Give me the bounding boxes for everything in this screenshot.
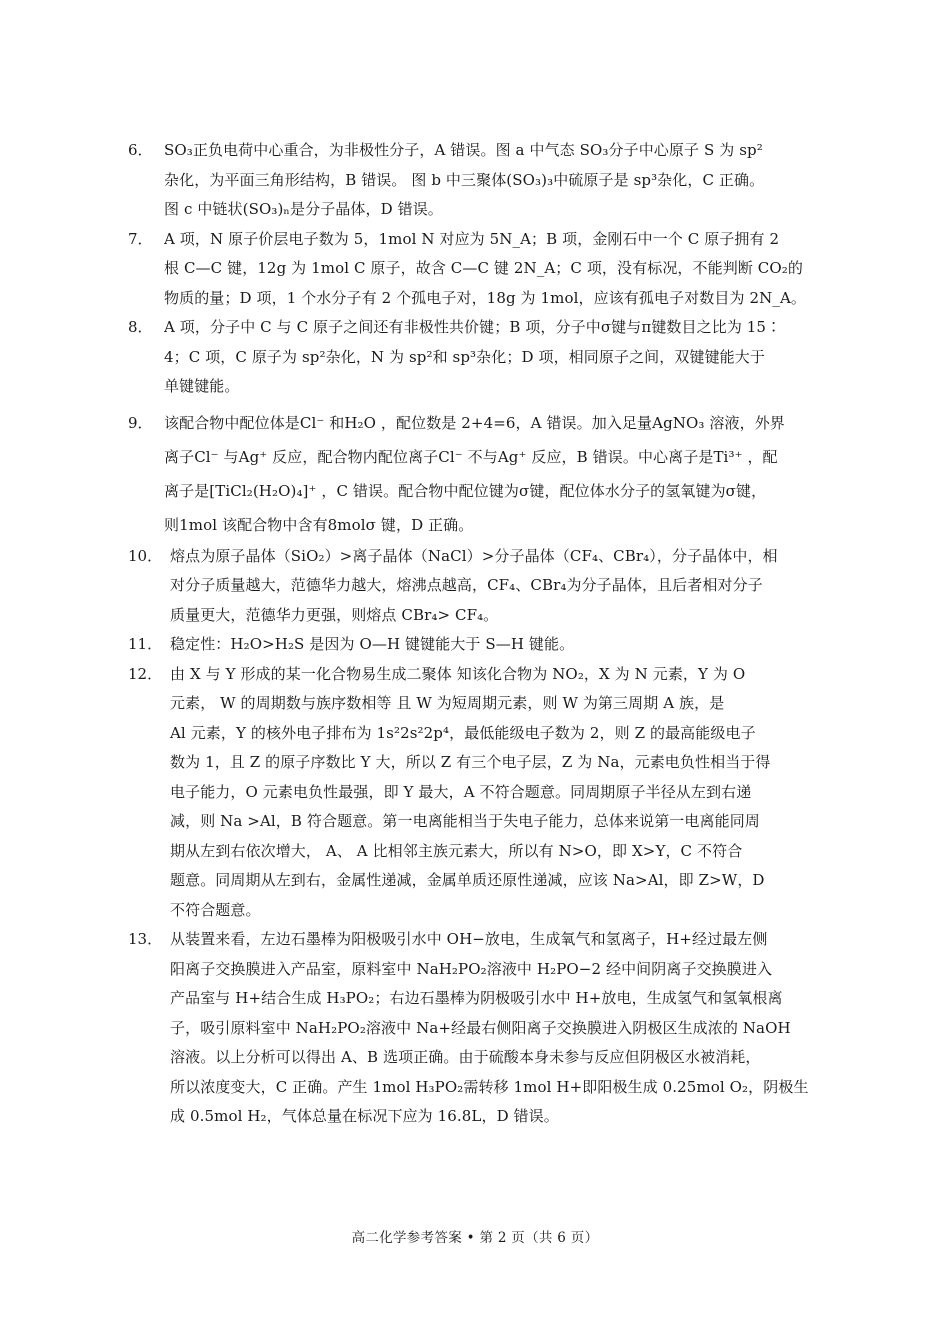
text-line: 单键键能。 bbox=[164, 377, 240, 395]
text-line: 电子能力，O 元素电负性最强，即 Y 最大，A 不符合题意。同周期原子半径从左到右递 bbox=[170, 782, 752, 801]
text-line: 根 C—C 键，12g 为 1mol C 原子，故含 C—C 键 2N_A；C 项，没有标况，不能判断 CO₂的 bbox=[164, 259, 803, 277]
item-text bbox=[164, 406, 838, 542]
item-number: 7． bbox=[128, 229, 153, 248]
item-number: 10． bbox=[128, 546, 163, 565]
text-line: 从装置来看，左边石墨棒为阳极吸引水中 OH−放电，生成氧气和氢离子，H+经过最左侧 bbox=[170, 930, 768, 948]
text-line: 子，吸引原料室中 NaH₂PO₂溶液中 Na+经最右侧阳离子交换膜进入阴极区生成浓的 NaOH bbox=[170, 1018, 791, 1037]
item-text bbox=[170, 660, 838, 926]
text-line: 溶液。以上分析可以得出 A、B 选项正确。由于硫酸本身未参与反应但阴极区水被消耗， bbox=[170, 1048, 761, 1066]
answer-item-8 bbox=[128, 313, 838, 402]
item-text bbox=[170, 630, 838, 660]
answer-item-6 bbox=[128, 136, 838, 225]
text-line: 由 X 与 Y 形成的某一化合物易生成二聚体 知该化合物为 NO₂，X 为 N 元素，Y 为 O bbox=[170, 664, 746, 683]
item-number: 6． bbox=[128, 141, 153, 159]
text-line: 产品室与 H+结合生成 H₃PO₂；右边石墨棒为阴极吸引水中 H+放电，生成氢气和氢氧根离 bbox=[170, 989, 783, 1007]
text-line: 元素， W 的周期数与族序数相等 且 W 为短周期元素，则 W 为第三周期 A 族，是 bbox=[170, 694, 725, 712]
item-text bbox=[164, 225, 838, 314]
text-line: 图 c 中链状(SO₃)ₙ是分子晶体，D 错误。 bbox=[164, 200, 443, 218]
text-line: 杂化，为平面三角形结构，B 错误。 图 b 中三聚体(SO₃)₃中硫原子是 sp³杂化，C 正确。 bbox=[164, 170, 765, 189]
answer-item-11 bbox=[128, 630, 838, 660]
item-number: 8． bbox=[128, 318, 153, 336]
answer-list bbox=[128, 136, 838, 1132]
text-line: 减，则 Na >Al，B 符合题意。第一电离能相当于失电子能力，总体来说第一电离能同周 bbox=[170, 812, 760, 830]
text-line: A 项，分子中 C 与 C 原子之间还有非极性共价键；B 项，分子中σ键与π键数目之比为 15∶ bbox=[164, 318, 782, 336]
answer-item-10 bbox=[128, 542, 838, 631]
text-line: 离子是[TiCl₂(H₂O)₄]⁺ ，C 错误。配合物中配位键为σ键，配位体水分子的氢氧键为σ键， bbox=[164, 481, 767, 500]
item-text bbox=[164, 313, 838, 402]
text-line: Al 元素，Y 的核外电子排布为 1s²2s²2p⁴，最低能级电子数为 2，则 Z 的最高能级电子 bbox=[170, 723, 756, 742]
text-line: SO₃正负电荷中心重合，为非极性分子，A 错误。图 a 中气态 SO₃分子中心原子 S 为 sp² bbox=[164, 141, 763, 159]
text-line: 则1mol 该配合物中含有8molσ 键，D 正确。 bbox=[164, 515, 474, 534]
text-line: 期从左到右依次增大， A、 A 比相邻主族元素大，所以有 N>O，即 X>Y，C 不符合 bbox=[170, 841, 743, 860]
answer-item-12 bbox=[128, 660, 838, 926]
text-line: A 项，N 原子价层电子数为 5，1mol N 对应为 5N_A；B 项，金刚石中一个 C 原子拥有 2 bbox=[164, 229, 780, 248]
item-text bbox=[170, 925, 838, 1132]
text-line: 稳定性：H₂O>H₂S 是因为 O—H 键键能大于 S—H 键能。 bbox=[170, 635, 575, 653]
text-line: 阳离子交换膜进入产品室，原料室中 NaH₂PO₂溶液中 H₂PO−2 经中间阴离子交换膜进入 bbox=[170, 959, 773, 978]
text-line: 数为 1，且 Z 的原子序数比 Y 大，所以 Z 有三个电子层，Z 为 Na，元素电负性相当于得 bbox=[170, 753, 771, 771]
text-line: 4；C 项，C 原子为 sp²杂化，N 为 sp²和 sp³杂化；D 项，相同原子之间，双键键能大于 bbox=[164, 347, 765, 366]
text-line: 不符合题意。 bbox=[170, 900, 261, 919]
page-footer: 高二化学参考答案 • 第 2 页（共 6 页） bbox=[351, 1230, 599, 1246]
item-number: 9． bbox=[128, 413, 153, 432]
answer-item-13 bbox=[128, 925, 838, 1132]
text-line: 成 0.5mol H₂，气体总量在标况下应为 16.8L，D 错误。 bbox=[170, 1107, 559, 1125]
item-number: 13． bbox=[128, 930, 163, 948]
item-number: 12． bbox=[128, 664, 163, 683]
item-number: 11． bbox=[128, 635, 163, 653]
answer-item-7 bbox=[128, 225, 838, 314]
text-line: 题意。同周期从左到右，金属性递减，金属单质还原性递减，应该 Na>Al，即 Z>W，D bbox=[170, 871, 765, 889]
text-line: 该配合物中配位体是Cl⁻ 和H₂O ，配位数是 2+4=6，A 错误。加入足量AgNO₃ 溶液，外界 bbox=[164, 413, 785, 432]
text-line: 熔点为原子晶体（SiO₂）>离子晶体（NaCl）>分子晶体（CF₄、CBr₄），分子晶体中，相 bbox=[170, 546, 778, 565]
text-line: 物质的量；D 项，1 个水分子有 2 个孤电子对，18g 为 1mol，应该有孤电子对数目为 2N_A。 bbox=[164, 288, 806, 307]
item-text bbox=[170, 542, 838, 631]
item-text bbox=[164, 136, 838, 225]
text-line: 离子Cl⁻ 与Ag⁺ 反应，配合物内配位离子Cl⁻ 不与Ag⁺ 反应，B 错误。中心离子是Ti³⁺ ，配 bbox=[164, 447, 778, 466]
text-line: 质量更大，范德华力更强，则熔点 CBr₄> CF₄。 bbox=[170, 605, 499, 624]
text-line: 对分子质量越大，范德华力越大，熔沸点越高，CF₄、CBr₄为分子晶体，且后者相对分子 bbox=[170, 576, 763, 594]
answer-item-9 bbox=[128, 406, 838, 542]
text-line: 所以浓度变大，C 正确。产生 1mol H₃PO₂需转移 1mol H+即阳极生成 0.25mol O₂，阴极生 bbox=[170, 1077, 809, 1096]
